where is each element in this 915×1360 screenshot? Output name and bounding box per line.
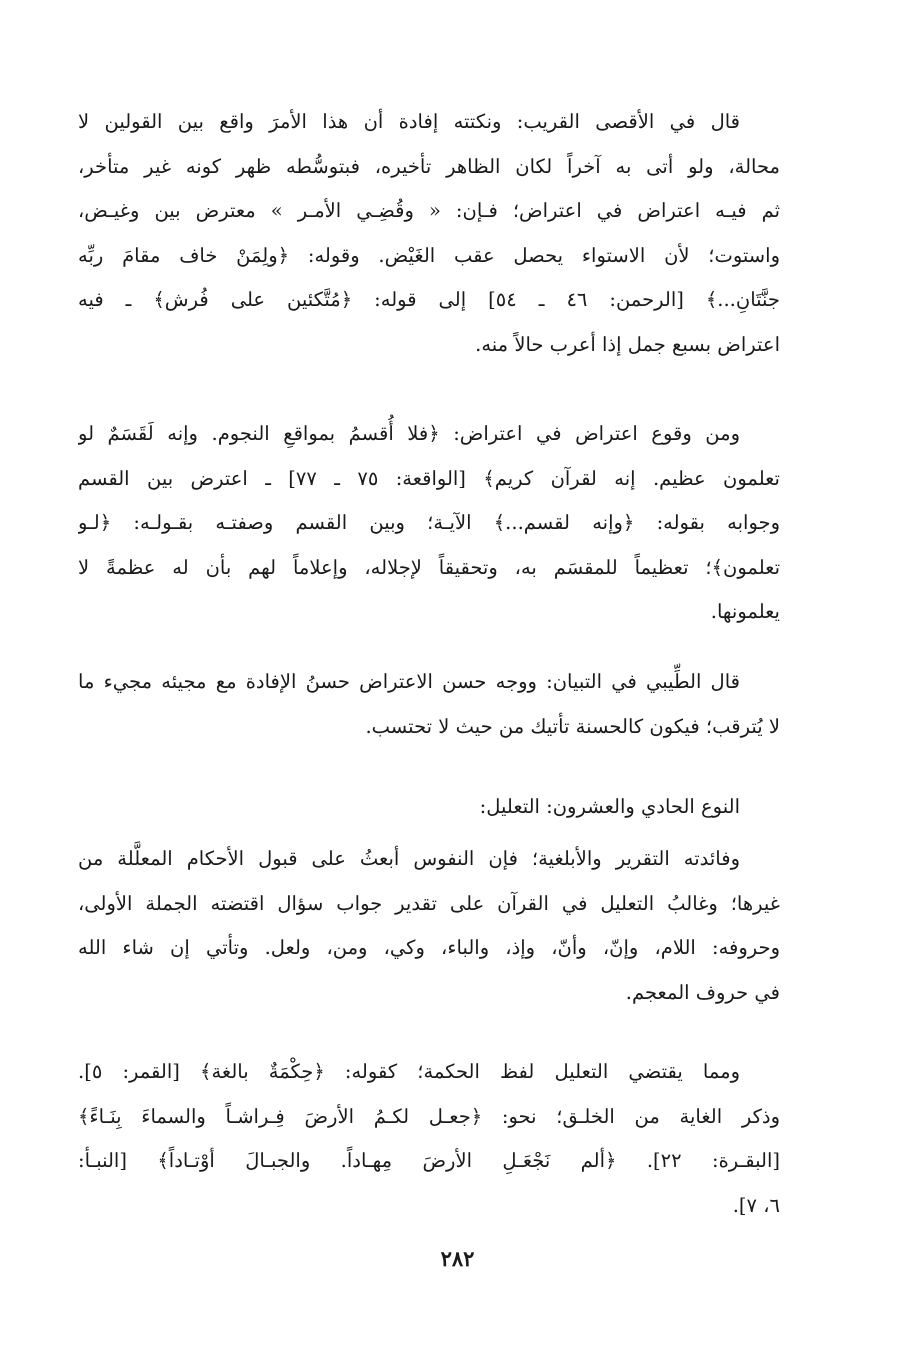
text-line: وفائدته التقرير والأبلغية؛ فإن النفوس أبعثُ على قبول الأحكام المعلَّلة من xyxy=(78,847,740,870)
text-line: واستوت؛ لأن الاستواء يحصل عقب الغَيْض. وقوله: ﴿ولِمَنْ خاف مقامَ ربِّه xyxy=(78,243,780,267)
book-page xyxy=(78,0,780,1360)
paragraph-wuqu-itirad xyxy=(78,412,780,635)
paragraph-tibi-tibyan xyxy=(78,660,780,749)
paragraph-faidatuhu xyxy=(78,837,780,1015)
heading-taalil: النوع الحادي والعشرون: التعليل: xyxy=(479,795,740,818)
section-heading xyxy=(78,785,780,830)
text-line: وذكر الغاية من الخلـق؛ نحو: ﴿جعـل لكـمُ الأرضَ فِـراشـاً والسماءَ بِنَـاءً﴾ xyxy=(78,1104,780,1128)
text-line: وحروفه: اللام، وإنّ، وأنّ، وإذ، والباء، وكي، ومن، ولعل. وتأتي إن شاء الله xyxy=(78,936,780,959)
text-line: ثم فيـه اعتراض في اعتراض؛ فـإن: « وقُضِـي الأمـر » معترض بين وغيـض، xyxy=(78,199,780,222)
text-line: قال في الأقصى القريب: ونكتته إفادة أن هذا الأمرَ واقع بين القولين لا xyxy=(78,110,740,133)
text-line: تعلمون عظيم. إنه لقرآن كريم﴾ [الواقعة: ٧٥ ـ ٧٧] ـ اعترض بين القسم xyxy=(78,466,780,490)
text-line: قال الطِّيبي في التبيان: ووجه حسن الاعتراض حسنُ الإفادة مع مجيئه مجيء ما xyxy=(78,670,740,693)
paragraph-aqsa-qarib xyxy=(78,100,780,367)
text-line: ٦، ٧]. xyxy=(732,1193,780,1217)
text-line: تعلمون﴾؛ تعظيماً للمقسَم به، وتحقيقاً لإجلاله، وإعلاماً لهم بأن له عظمةً لا xyxy=(78,555,780,579)
text-line: غيرها؛ وغالبُ التعليل في القرآن على تقدير جواب سؤال اقتضته الجملة الأولى، xyxy=(78,891,780,915)
paragraph-lafz-hikma xyxy=(78,1050,780,1228)
text-line: لا يُترقب؛ فيكون كالحسنة تأتيك من حيث لا تحتسب. xyxy=(365,714,780,738)
text-line: في حروف المعجم. xyxy=(625,980,780,1004)
text-line: يعلمونها. xyxy=(710,600,780,623)
page-number: ٢٨٢ xyxy=(440,1246,475,1271)
text-line: [البقـرة: ٢٢]. ﴿ألم نَجْعَـلِ الأرضَ مِهـاداً. والجبـالَ أوْتـاداً﴾ [النبـأ: xyxy=(78,1149,780,1172)
text-line: اعتراض بسبع جمل إذا أعرب حالاً منه. xyxy=(475,332,780,356)
text-line: وجوابه بقوله: ﴿وإنه لقسم...﴾ الآيـة؛ وبين القسم وصفتـه بقـولـه: ﴿لـو xyxy=(78,511,780,534)
text-line: ومما يقتضي التعليل لفظ الحكمة؛ كقوله: ﴿حِكْمَةٌ بالغة﴾ [القمر: ٥]. xyxy=(78,1060,740,1083)
text-line: محالة، ولو أتى به آخراً لكان الظاهر تأخيره، فبتوسُّطه ظهر كونه غير متأخر، xyxy=(78,154,780,178)
text-line: جنَّتَانِ...﴾ [الرحمن: ٤٦ ـ ٥٤] إلى قوله: ﴿مُتَّكئين على فُرش﴾ ـ فيه xyxy=(78,288,780,311)
text-line: ومن وقوع اعتراض في اعتراض: ﴿فلا أُقسمُ بمواقعِ النجوم. وإنه لَقَسَمٌ لو xyxy=(78,422,740,445)
